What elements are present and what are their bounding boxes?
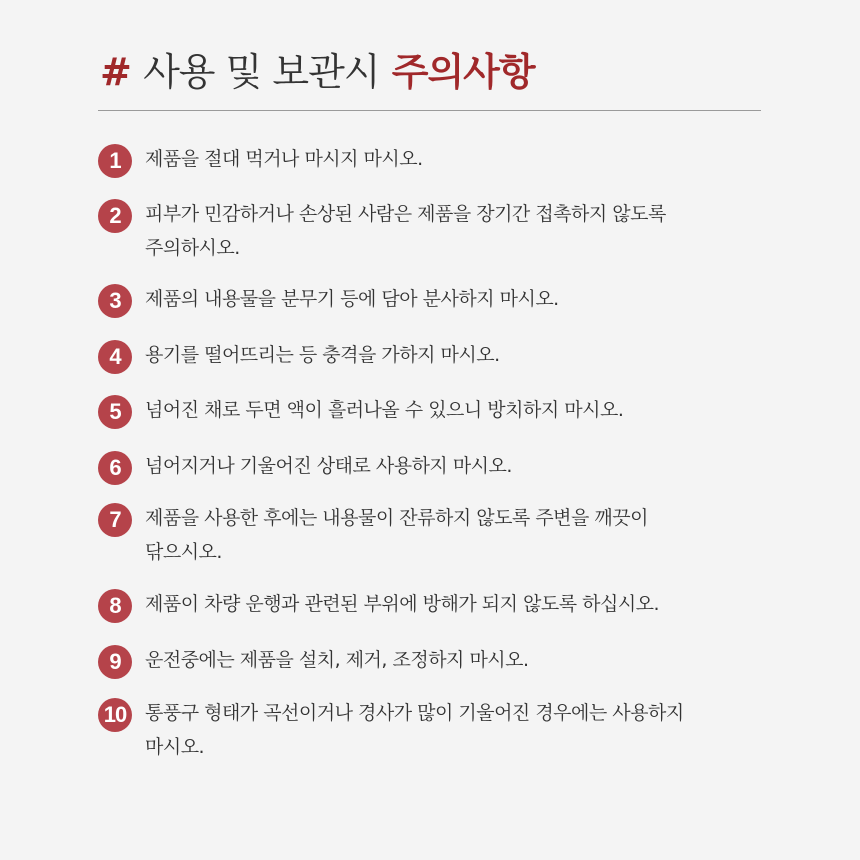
page-title bbox=[100, 42, 535, 102]
caution-item-5 bbox=[98, 393, 758, 427]
title-plain: 사용 및 보관시 bbox=[143, 50, 380, 94]
number-badge: 7 bbox=[98, 503, 132, 537]
caution-text: 제품을 절대 먹거나 마시지 마시오. bbox=[145, 148, 423, 170]
caution-text: 제품이 차량 운행과 관련된 부위에 방해가 되지 않도록 하십시오. bbox=[145, 593, 660, 615]
number-badge: 3 bbox=[98, 284, 132, 318]
title-accent: 주의사항 bbox=[391, 50, 535, 94]
caution-list bbox=[98, 142, 758, 764]
number-badge: 1 bbox=[98, 144, 132, 178]
number-badge: 9 bbox=[98, 645, 132, 679]
caution-item-10 bbox=[98, 696, 758, 764]
number-badge: 4 bbox=[98, 340, 132, 374]
title-hash: # bbox=[100, 50, 131, 94]
caution-text: 피부가 민감하거나 손상된 사람은 제품을 장기간 접촉하지 않도록 주의하시오. bbox=[145, 203, 666, 259]
caution-item-3 bbox=[98, 282, 758, 316]
caution-text: 제품의 내용물을 분무기 등에 담아 분사하지 마시오. bbox=[145, 288, 559, 310]
caution-item-7 bbox=[98, 501, 758, 569]
caution-item-9 bbox=[98, 643, 758, 677]
number-badge: 5 bbox=[98, 395, 132, 429]
caution-text: 용기를 떨어뜨리는 등 충격을 가하지 마시오. bbox=[145, 344, 500, 366]
caution-item-4 bbox=[98, 338, 758, 372]
number-badge: 2 bbox=[98, 199, 132, 233]
caution-text: 넘어지거나 기울어진 상태로 사용하지 마시오. bbox=[145, 455, 512, 477]
caution-text: 운전중에는 제품을 설치, 제거, 조정하지 마시오. bbox=[145, 649, 529, 671]
caution-text: 넘어진 채로 두면 액이 흘러나올 수 있으니 방치하지 마시오. bbox=[145, 399, 624, 421]
caution-item-6 bbox=[98, 449, 758, 483]
caution-item-8 bbox=[98, 587, 758, 621]
caution-item-1 bbox=[98, 142, 758, 176]
caution-text: 제품을 사용한 후에는 내용물이 잔류하지 않도록 주변을 깨끗이 닦으시오. bbox=[145, 507, 648, 563]
caution-text: 통풍구 형태가 곡선이거나 경사가 많이 기울어진 경우에는 사용하지 마시오. bbox=[145, 702, 684, 758]
caution-item-2 bbox=[98, 197, 758, 265]
number-badge: 10 bbox=[98, 698, 132, 732]
number-badge: 8 bbox=[98, 589, 132, 623]
number-badge: 6 bbox=[98, 451, 132, 485]
title-divider bbox=[98, 110, 761, 111]
